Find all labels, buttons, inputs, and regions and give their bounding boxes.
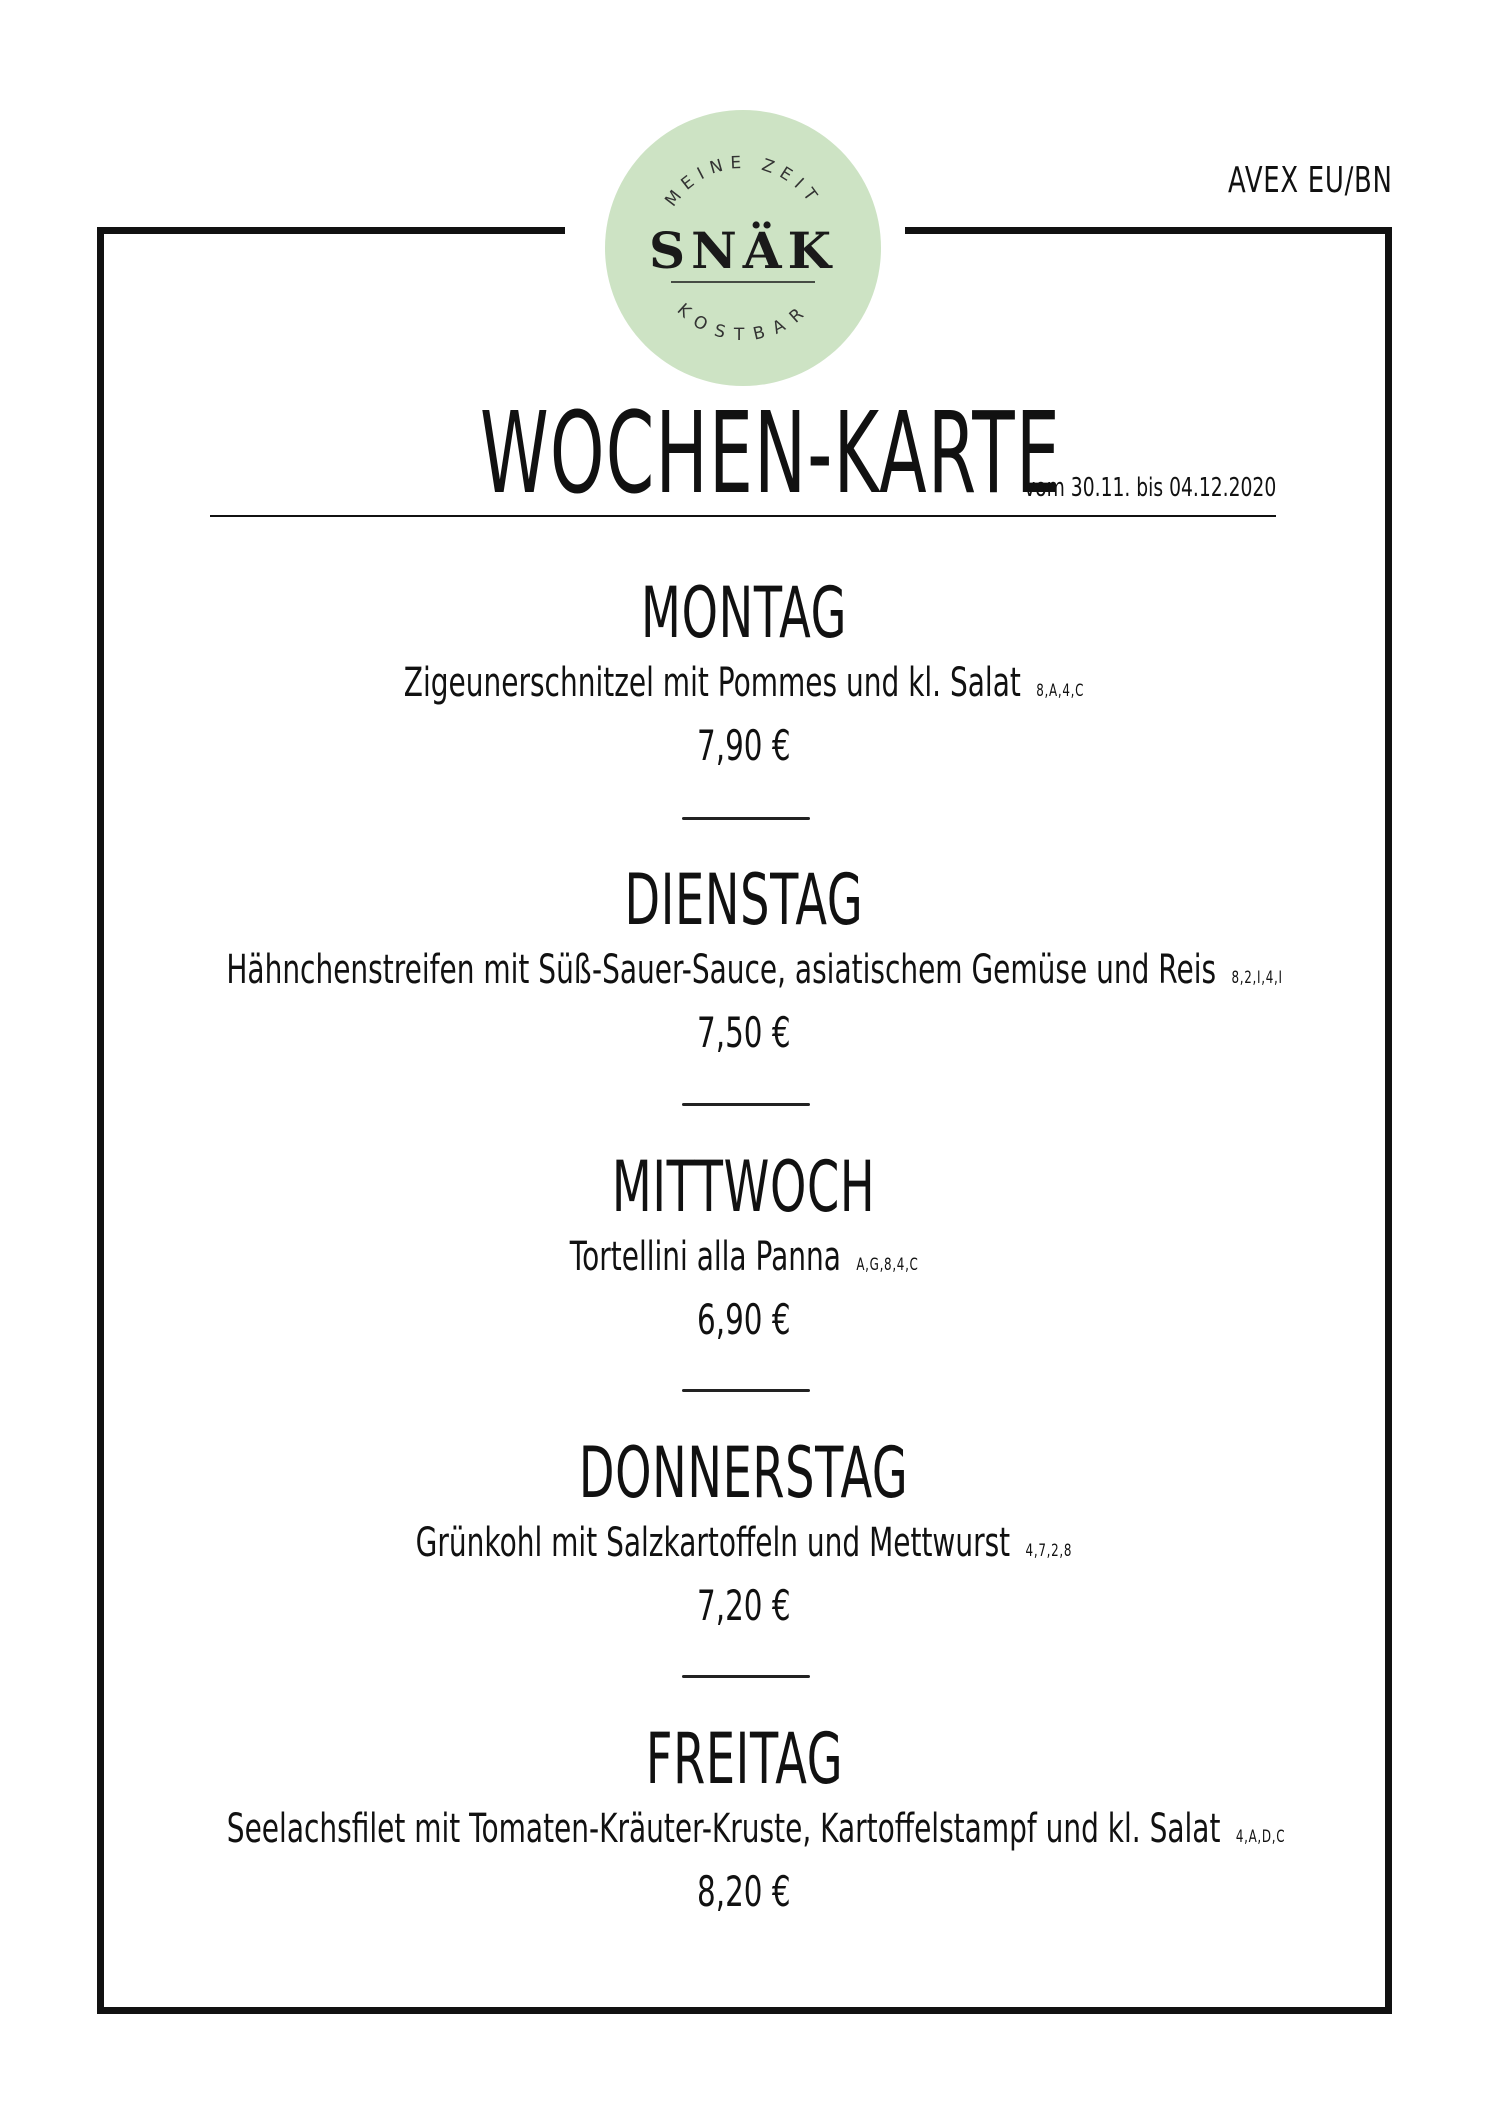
day-name: DIENSTAG (624, 859, 864, 941)
day-name: FREITAG (645, 1718, 843, 1800)
price: 7,50 € (697, 1008, 791, 1057)
day-name: MITTWOCH (612, 1146, 876, 1228)
allergen-codes: 4,A,D,C (1235, 1827, 1286, 1847)
day-section-friday (0, 1719, 1488, 1925)
day-section-thursday (0, 1433, 1488, 1639)
price: 8,20 € (697, 1867, 791, 1916)
price: 7,90 € (697, 721, 791, 770)
page-title: WOCHEN-KARTE (480, 389, 1062, 519)
svg-text:MEINE ZEIT (661, 153, 824, 211)
allergen-codes: 8,A,4,C (1036, 681, 1085, 701)
day-section-monday (0, 573, 1488, 779)
separator (682, 1103, 810, 1106)
dish-name: Seelachsfilet mit Tomaten-Kräuter-Kruste, Kartoffelstampf und kl. Salat (226, 1806, 1221, 1852)
day-name: MONTAG (641, 572, 847, 654)
logo-brand: SNÄK (648, 221, 838, 280)
price: 6,90 € (697, 1295, 791, 1344)
allergen-codes: 4,7,2,8 (1025, 1541, 1073, 1561)
separator (682, 1389, 810, 1392)
dish-line (416, 1513, 1072, 1581)
price: 7,20 € (697, 1581, 791, 1630)
dish-name: Grünkohl mit Salzkartoffeln und Mettwurst (415, 1520, 1011, 1566)
location-label: AVEX EU/BN (1228, 160, 1393, 201)
day-section-tuesday (0, 860, 1488, 1066)
dish-name: Hähnchenstreifen mit Süß-Sauer-Sauce, asiatischem Gemüse und Reis (226, 947, 1217, 993)
separator (682, 1675, 810, 1678)
date-range: vom 30.11. bis 04.12.2020 (1023, 473, 1276, 503)
day-name: DONNERSTAG (579, 1432, 909, 1514)
allergen-codes: A,G,8,4,C (856, 1255, 919, 1275)
dish-name: Zigeunerschnitzel mit Pommes und kl. Salat (403, 660, 1021, 706)
svg-text:KOSTBAR (673, 300, 813, 345)
day-section-wednesday (0, 1147, 1488, 1353)
title-row (210, 389, 1276, 519)
dish-line (570, 1227, 919, 1295)
dish-line (404, 653, 1084, 721)
snaek-logo (605, 110, 881, 386)
dish-name: Tortellini alla Panna (569, 1234, 841, 1280)
dish-line (227, 1799, 1285, 1867)
dish-line (226, 940, 1282, 1008)
logo-top-text: MEINE ZEIT (661, 152, 825, 211)
allergen-codes: 8,2,I,4,I (1231, 968, 1283, 988)
logo-bottom-text: KOSTBAR (672, 299, 814, 346)
separator (682, 817, 810, 820)
